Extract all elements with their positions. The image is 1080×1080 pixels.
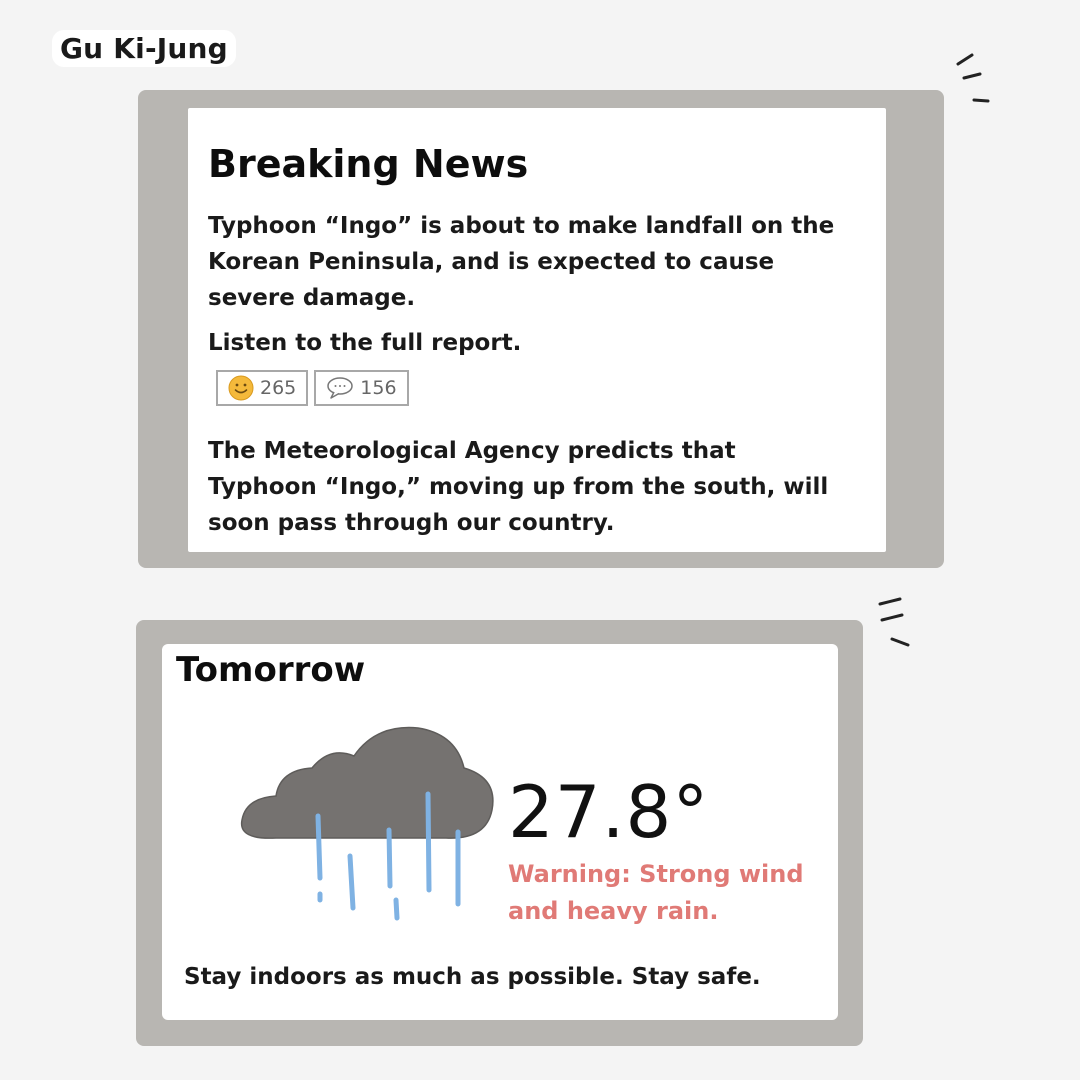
news-screen xyxy=(188,108,886,552)
emphasis-marks-icon xyxy=(870,594,920,650)
rain-cloud-icon xyxy=(236,708,506,928)
temperature-readout: 27.8° xyxy=(508,770,710,854)
news-device-frame xyxy=(138,90,944,568)
author-name: Gu Ki-Jung xyxy=(52,30,236,67)
reaction-bar xyxy=(216,370,409,406)
comment-count: 156 xyxy=(360,377,397,399)
news-paragraph: The Meteorological Agency predicts that Typhoon “Ingo,” moving up from the south, will soon pass through our country. xyxy=(208,438,829,536)
emphasis-marks-icon xyxy=(950,50,1000,110)
news-paragraph: Typhoon “Ingo” is about to make landfall on the Korean Peninsula, and is expected to cause severe damage. xyxy=(208,213,835,311)
weather-warning: Warning: Strong wind and heavy rain. xyxy=(508,860,804,925)
news-title: Breaking News xyxy=(208,142,529,186)
safety-advice: Stay indoors as much as possible. Stay safe. xyxy=(184,964,761,990)
like-button[interactable] xyxy=(216,370,308,406)
listen-report-link[interactable]: Listen to the full report. xyxy=(208,330,522,356)
weather-screen xyxy=(162,644,838,1020)
comment-button[interactable] xyxy=(314,370,408,406)
speech-bubble-icon xyxy=(326,376,354,400)
like-count: 265 xyxy=(260,377,297,399)
weather-device-frame xyxy=(136,620,863,1046)
forecast-day-title: Tomorrow xyxy=(176,650,366,690)
smile-emoji-icon xyxy=(228,375,254,401)
